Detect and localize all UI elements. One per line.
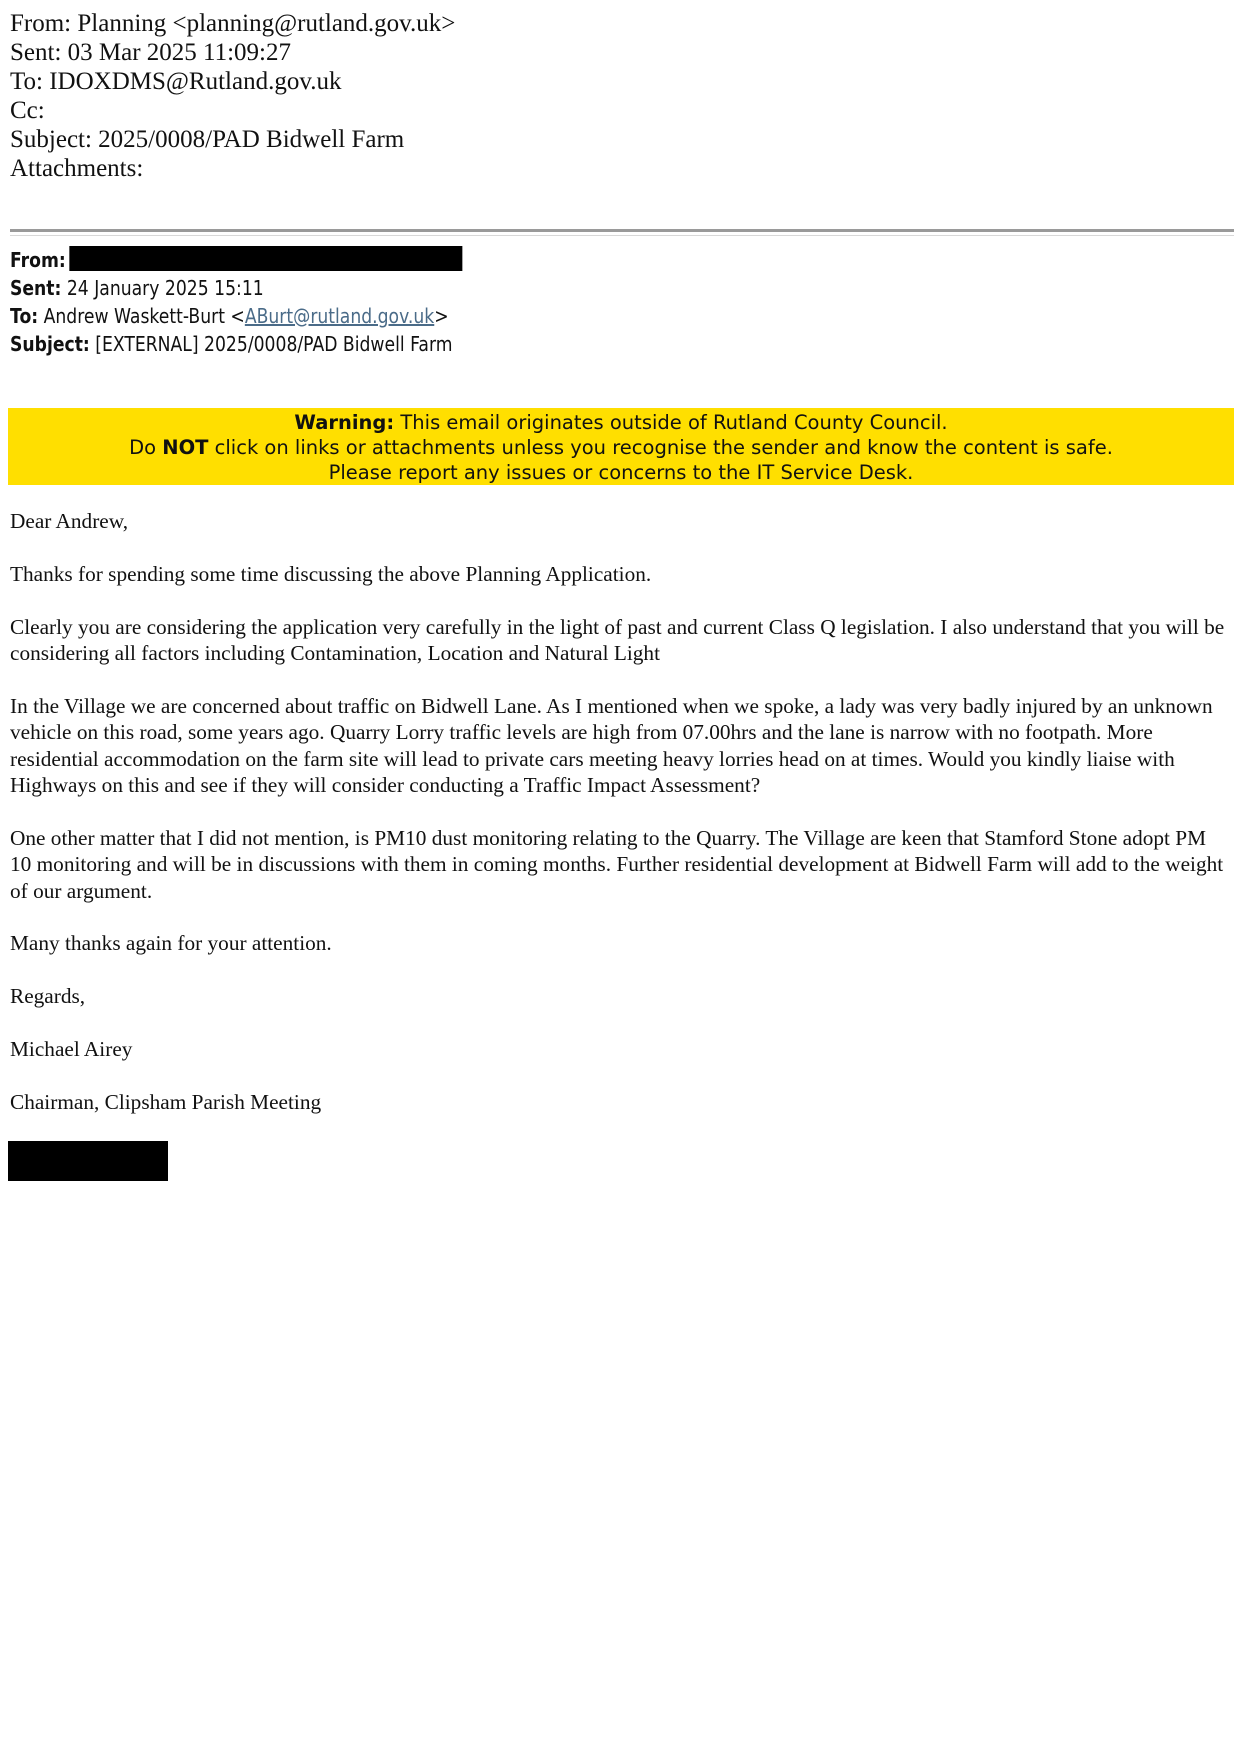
warning-line-2-text: click on links or attachments unless you recognise the sender and know the content is safe.	[208, 436, 1113, 459]
outer-from: From: Planning <planning@rutland.gov.uk>	[10, 10, 456, 37]
warning-label: Warning:	[294, 411, 395, 434]
forwarded-subject-label: Subject:	[10, 332, 90, 356]
header-divider	[10, 229, 1234, 232]
warning-line-2-pre: Do	[129, 436, 163, 459]
forwarded-sent-line	[10, 274, 462, 302]
forwarded-subject-value: [EXTERNAL] 2025/0008/PAD Bidwell Farm	[95, 332, 453, 356]
redacted-signature-block	[8, 1141, 168, 1181]
outer-attachments: Attachments:	[10, 155, 144, 182]
body-paragraph: Clearly you are considering the application very carefully in the light of past and current Class Q legislation. I also understand that you will be considering all factors including Contamination, Location and Natural Light	[10, 614, 1225, 665]
outer-to: To: IDOXDMS@Rutland.gov.uk	[10, 68, 342, 95]
body-paragraph: Many thanks again for your attention.	[10, 931, 332, 956]
forwarded-to-label: To:	[10, 304, 39, 328]
forwarded-to-close: >	[434, 304, 449, 328]
warning-not-emphasis: NOT	[162, 436, 209, 459]
outer-cc: Cc:	[10, 97, 45, 124]
outer-email-header	[10, 9, 455, 183]
forwarded-sent-label: Sent:	[10, 276, 62, 300]
outer-subject: Subject: 2025/0008/PAD Bidwell Farm	[10, 126, 405, 153]
warning-line-3: Please report any issues or concerns to the IT Service Desk.	[328, 461, 914, 484]
header-divider-light	[10, 235, 1234, 236]
redacted-sender-block	[69, 246, 462, 271]
forwarded-email-header	[10, 246, 462, 358]
warning-line-1	[8, 410, 1234, 435]
warning-line-2	[8, 435, 1234, 460]
recipient-email-link[interactable]: ABurt@rutland.gov.uk	[244, 304, 435, 328]
body-paragraph: In the Village we are concerned about traffic on Bidwell Lane. As I mentioned when we spoke, a lady was very badly injured by an unknown vehicle on this road, some years ago. Quarry Lorry traffic levels are high from 07.00hrs and the lane is narrow with no footpath. More residential accommodation on the farm site will lead to private cars meeting heavy lorries head on at times. Would you kindly liaise with Highways on this and see if they will consider conducting a Traffic Impact Assessment?	[10, 693, 1213, 798]
signature-name: Michael Airey	[10, 1037, 133, 1062]
forwarded-subject-line	[10, 330, 462, 358]
email-body	[10, 508, 1232, 1142]
forwarded-from-label: From:	[10, 248, 66, 272]
forwarded-from-line	[10, 246, 462, 274]
greeting: Dear Andrew,	[10, 509, 129, 533]
forwarded-sent-value: 24 January 2025 15:11	[66, 276, 264, 300]
forwarded-to-name: Andrew Waskett-Burt <	[43, 304, 245, 328]
forwarded-to-line	[10, 302, 462, 330]
signature-title: Chairman, Clipsham Parish Meeting	[10, 1089, 322, 1114]
body-paragraph: One other matter that I did not mention, is PM10 dust monitoring relating to the Quarry. The Village are keen that Stamford Stone adopt PM 10 monitoring and will be in discussions with them in coming months. Further residential development at Bidwell Farm will add to the weight of our argument.	[10, 825, 1224, 903]
external-warning-banner	[8, 408, 1234, 485]
closing: Regards,	[10, 984, 86, 1009]
warning-line-1-text: This email originates outside of Rutland County Council.	[394, 411, 948, 434]
outer-sent: Sent: 03 Mar 2025 11:09:27	[10, 39, 292, 66]
body-paragraph: Thanks for spending some time discussing the above Planning Application.	[10, 561, 652, 586]
